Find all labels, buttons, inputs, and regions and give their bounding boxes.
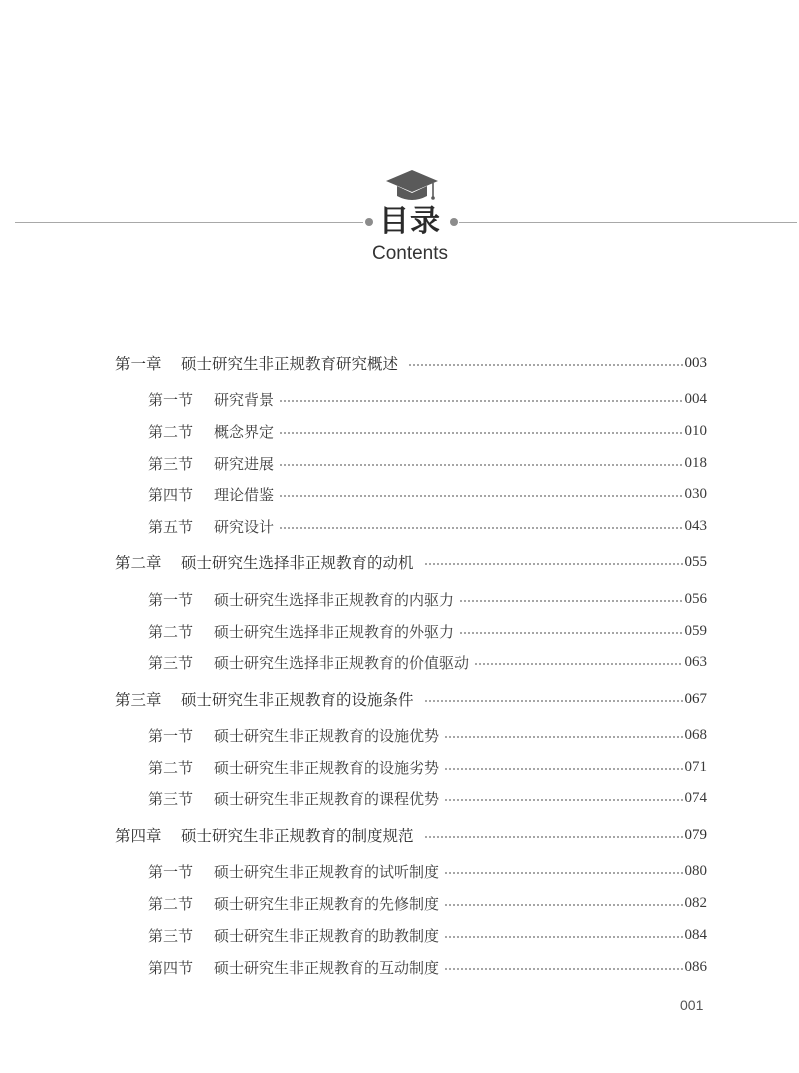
toc-section[interactable] [148, 450, 707, 476]
toc-title: 硕士研究生非正规教育的设施劣势 [214, 758, 440, 777]
toc-number: 第二节 [148, 422, 194, 441]
toc-number: 第一章 [115, 355, 162, 373]
toc-page: 010 [684, 422, 707, 439]
toc-title: 硕士研究生选择非正规教育的外驱力 [214, 622, 455, 641]
toc-chapter-4[interactable] [115, 822, 707, 848]
toc-section[interactable] [148, 513, 707, 539]
dot-leader [279, 495, 682, 497]
toc-title: 研究进展 [214, 454, 275, 473]
dot-leader [444, 968, 682, 970]
toc-number: 第二章 [115, 554, 162, 572]
header-dot-right [450, 218, 458, 226]
toc-chapter-2[interactable] [115, 549, 707, 575]
toc-number: 第四节 [148, 958, 194, 977]
toc-page: 056 [684, 590, 707, 607]
graduation-cap-icon [384, 166, 440, 206]
toc-title: 硕士研究生非正规教育的制度规范 [181, 827, 414, 845]
toc-number: 第二节 [148, 894, 194, 913]
toc-page: 080 [684, 862, 707, 879]
toc-section[interactable] [148, 649, 707, 675]
dot-leader [424, 700, 683, 702]
toc-section[interactable] [148, 722, 707, 748]
toc-section[interactable] [148, 386, 707, 412]
dot-leader [444, 799, 682, 801]
toc-page: 003 [684, 354, 707, 371]
header-rule-right [459, 222, 797, 223]
toc-page: 067 [684, 690, 707, 707]
toc-page: 084 [684, 926, 707, 943]
toc-section[interactable] [148, 418, 707, 444]
toc-title: 硕士研究生选择非正规教育的价值驱动 [214, 653, 470, 672]
dot-leader [444, 872, 682, 874]
toc-title: 硕士研究生非正规教育的设施条件 [181, 691, 414, 709]
toc-section[interactable] [148, 890, 707, 916]
toc-number: 第一节 [148, 590, 194, 609]
toc-page: 059 [684, 622, 707, 639]
toc-title: 硕士研究生非正规教育的先修制度 [214, 894, 440, 913]
toc-title: 研究设计 [214, 517, 275, 536]
toc-chapter-1[interactable] [115, 350, 707, 376]
page-subtitle: Contents [371, 243, 449, 264]
dot-leader [424, 563, 683, 565]
dot-leader [459, 632, 682, 634]
toc-page: 043 [684, 517, 707, 534]
dot-leader [474, 663, 682, 665]
toc-section[interactable] [148, 922, 707, 948]
toc-title: 硕士研究生选择非正规教育的动机 [181, 554, 414, 572]
toc-title: 概念界定 [214, 422, 275, 441]
dot-leader [424, 836, 683, 838]
toc-page: 063 [684, 653, 707, 670]
toc-page: 055 [684, 553, 707, 570]
toc-number: 第二节 [148, 622, 194, 641]
header-rule-left [15, 222, 363, 223]
toc-section[interactable] [148, 618, 707, 644]
toc-number: 第三章 [115, 691, 162, 709]
toc-number: 第四章 [115, 827, 162, 845]
toc-number: 第一节 [148, 390, 194, 409]
dot-leader [408, 364, 682, 366]
dot-leader [279, 432, 682, 434]
toc-section[interactable] [148, 481, 707, 507]
toc-number: 第三节 [148, 454, 194, 473]
toc-page: 018 [684, 454, 707, 471]
dot-leader [444, 936, 682, 938]
toc-title: 硕士研究生非正规教育的试听制度 [214, 862, 440, 881]
toc-chapter-3[interactable] [115, 686, 707, 712]
toc-title: 硕士研究生选择非正规教育的内驱力 [214, 590, 455, 609]
dot-leader [444, 736, 682, 738]
toc-number: 第五节 [148, 517, 194, 536]
toc-title: 硕士研究生非正规教育的设施优势 [214, 726, 440, 745]
dot-leader [444, 904, 682, 906]
toc-section[interactable] [148, 785, 707, 811]
toc-page: 074 [684, 789, 707, 806]
toc-page: 068 [684, 726, 707, 743]
page-number: 001 [680, 997, 704, 1013]
toc-number: 第二节 [148, 758, 194, 777]
toc-section[interactable] [148, 954, 707, 980]
dot-leader [444, 768, 682, 770]
page-title: 目录 [379, 204, 441, 239]
toc-number: 第三节 [148, 789, 194, 808]
toc-title: 理论借鉴 [214, 485, 275, 504]
toc-title: 硕士研究生非正规教育的课程优势 [214, 789, 440, 808]
toc-page: 030 [684, 485, 707, 502]
dot-leader [279, 464, 682, 466]
toc-title: 硕士研究生非正规教育的互动制度 [214, 958, 440, 977]
toc-section[interactable] [148, 586, 707, 612]
toc-page: 071 [684, 758, 707, 775]
toc-title: 硕士研究生非正规教育研究概述 [181, 355, 399, 373]
dot-leader [279, 400, 682, 402]
toc-number: 第三节 [148, 926, 194, 945]
toc-number: 第三节 [148, 653, 194, 672]
dot-leader [279, 527, 682, 529]
dot-leader [459, 600, 682, 602]
toc-section[interactable] [148, 858, 707, 884]
toc-page: 004 [684, 390, 707, 407]
toc-number: 第一节 [148, 862, 194, 881]
toc-section[interactable] [148, 754, 707, 780]
toc-page: 079 [684, 826, 707, 843]
toc-title: 研究背景 [214, 390, 275, 409]
toc-title: 硕士研究生非正规教育的助教制度 [214, 926, 440, 945]
toc-number: 第四节 [148, 485, 194, 504]
toc-number: 第一节 [148, 726, 194, 745]
toc-page: 086 [684, 958, 707, 975]
toc-page: 082 [684, 894, 707, 911]
